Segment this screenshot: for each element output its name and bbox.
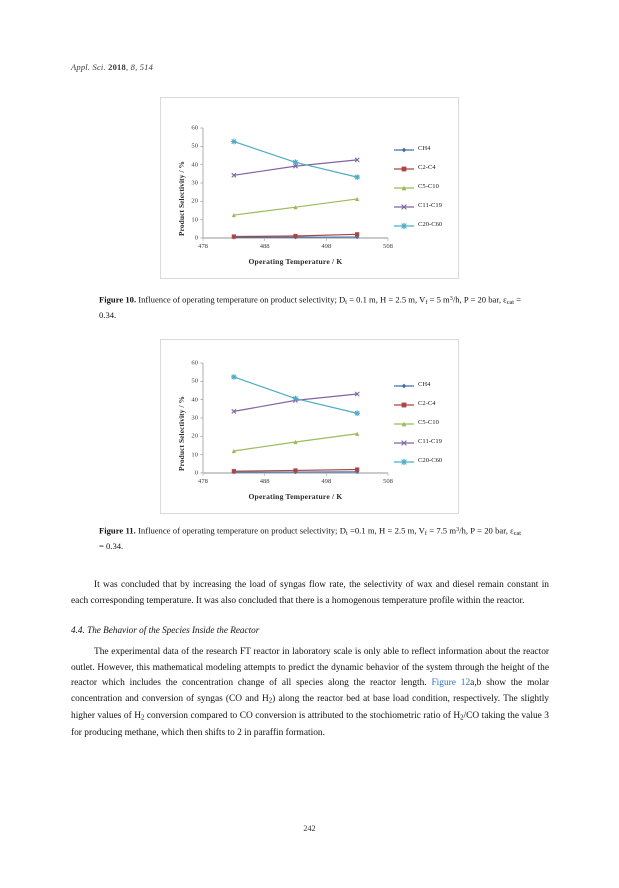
- figure-11-caption: [99, 523, 521, 554]
- section-heading-4-4: 4.4. The Behavior of the Species Inside the Reactor: [71, 625, 260, 635]
- figure-11-caption-eps: ε: [510, 525, 514, 536]
- chart-x-tick-label: 488: [259, 478, 270, 485]
- chart-10-x-axis-title: Operating Temperature / K: [248, 257, 343, 266]
- figure-10-caption-t3: = 5 m: [427, 294, 450, 305]
- chart-10-plot: [191, 124, 393, 250]
- figure-11-caption-t6: = 0.34.: [99, 541, 124, 552]
- chart-y-tick-label: 60: [191, 359, 198, 367]
- figure-11-caption-sup1: 3: [456, 526, 460, 533]
- legend-item[interactable]: [393, 216, 442, 235]
- page-number: 242: [303, 824, 316, 833]
- chart-y-tick-label: 40: [191, 161, 198, 169]
- figure-11-caption-t4: = 7.5 m: [426, 525, 457, 536]
- figure-10-caption-t1: Influence of operating temperature on product selectivity; D: [136, 294, 346, 305]
- chart-x-tick-label: 498: [321, 243, 332, 250]
- figure-10-caption: [99, 292, 521, 323]
- chart-10-legend: [393, 140, 442, 235]
- legend-marker-icon: [393, 400, 415, 410]
- para2-sub1: 2: [268, 697, 273, 705]
- figure-11-caption-s1: t: [345, 529, 348, 537]
- para2-sub3: 2: [460, 714, 464, 722]
- para2-part1: The experimental data of the research FT reactor in laboratory scale is only able to reflect information about the reactor outlet. However, this mathematical modeling attempts to predict the dynamic behavior of the system through the height of the reactor which includes the concentration change of all species along the reactor length.: [71, 647, 549, 689]
- chart-x-tick-label: 488: [259, 243, 270, 250]
- figure-10-caption-t6: = 0.34.: [99, 294, 522, 321]
- chart-area-10: [161, 98, 458, 278]
- legend-marker-icon: [393, 221, 415, 231]
- legend-label: C2-C4: [418, 400, 436, 408]
- legend-label: C11-C19: [418, 438, 442, 446]
- running-head-volume: , 8, 514: [125, 62, 154, 72]
- figure-11-caption-t3: V: [418, 525, 425, 536]
- chart-y-tick-label: 0: [194, 469, 198, 477]
- legend-item[interactable]: [393, 452, 442, 471]
- figure-11-caption-s3: cat: [513, 529, 521, 537]
- chart-x-tick-label: 498: [321, 478, 332, 485]
- figure-10-caption-label: Figure 10.: [99, 294, 137, 305]
- figure-12-crossref-link[interactable]: Figure 12: [431, 678, 471, 689]
- legend-label: C5-C10: [418, 183, 439, 191]
- legend-marker-icon: [393, 419, 415, 429]
- chart-x-tick-label: 508: [383, 478, 393, 485]
- legend-marker-icon: [393, 164, 415, 174]
- chart-y-tick-label: 50: [191, 377, 198, 385]
- figure-11-caption-s2: f: [424, 529, 427, 537]
- figure-11-chart: [160, 339, 459, 514]
- chart-y-tick-label: 30: [191, 179, 198, 187]
- chart-y-tick-label: 40: [191, 396, 198, 404]
- figure-11-caption-t5: /h, P = 20 bar,: [459, 525, 511, 536]
- chart-area-11: [161, 340, 458, 513]
- figure-10-caption-t4: /h,: [452, 294, 462, 305]
- running-head-journal: Appl. Sci.: [71, 62, 106, 72]
- legend-label: C5-C10: [418, 419, 439, 427]
- figure-10-caption-t5: P = 20 bar,: [463, 294, 504, 305]
- chart-11-y-axis-title: Product Selectivity / %: [177, 395, 186, 471]
- para2-part5: /CO taking the value 3 for producing methane, which then shifts to 2 in paraffin formation.: [71, 710, 549, 738]
- chart-x-tick-label: 478: [198, 243, 208, 250]
- legend-item[interactable]: [393, 178, 442, 197]
- body-paragraph-2: [71, 645, 549, 742]
- chart-10-y-axis-title: Product Selectivity / %: [177, 160, 186, 236]
- legend-item[interactable]: [393, 395, 442, 414]
- legend-marker-icon: [393, 183, 415, 193]
- chart-x-tick-label: 478: [198, 478, 208, 485]
- legend-label: CH4: [418, 381, 431, 389]
- chart-y-tick-label: 60: [191, 124, 198, 132]
- legend-label: C20-C60: [418, 457, 443, 465]
- chart-x-tick-label: 508: [383, 243, 393, 250]
- legend-item[interactable]: [393, 414, 442, 433]
- chart-y-tick-label: 10: [191, 451, 198, 459]
- para2-part4: conversion compared to CO conversion is attributed to the stochiometric ratio of H: [144, 710, 461, 721]
- figure-10-caption-s3: cat: [506, 298, 514, 306]
- legend-item[interactable]: [393, 140, 442, 159]
- chart-y-tick-label: 10: [191, 216, 198, 224]
- legend-label: C2-C4: [418, 164, 436, 172]
- legend-marker-icon: [393, 381, 415, 391]
- legend-marker-icon: [393, 202, 415, 212]
- legend-label: C11-C19: [418, 202, 442, 210]
- chart-y-tick-label: 50: [191, 142, 198, 150]
- body-paragraph-1: It was concluded that by increasing the load of syngas flow rate, the selectivity of wax and diesel remain constant in each corresponding temperature. It was also concluded that there is a homogenous temperature profile within the reactor.: [71, 580, 549, 606]
- legend-item[interactable]: [393, 376, 442, 395]
- figure-10-chart: [160, 97, 459, 279]
- running-head: [71, 62, 153, 72]
- chart-y-tick-label: 20: [191, 432, 198, 440]
- chart-y-tick-label: 0: [194, 234, 198, 242]
- figure-10-caption-t2: = 0.1 m, H = 2.5 m, V: [346, 294, 426, 305]
- legend-item[interactable]: [393, 197, 442, 216]
- chart-11-plot: [191, 359, 393, 485]
- figure-10-caption-sup1: 3: [449, 295, 453, 302]
- legend-item[interactable]: [393, 433, 442, 452]
- legend-label: CH4: [418, 145, 431, 153]
- figure-11-caption-t2: =0.1 m, H = 2.5 m,: [347, 525, 417, 536]
- para2-sub2: 2: [140, 714, 145, 722]
- para2-part2: a,b show the molar concentration and conversion of syngas (CO and H: [71, 678, 549, 704]
- figure-11-caption-t1: Influence of operating temperature on product selectivity; D: [135, 525, 346, 536]
- chart-11-legend: [393, 376, 442, 471]
- legend-marker-icon: [393, 145, 415, 155]
- chart-y-tick-label: 20: [191, 197, 198, 205]
- running-head-year: 2018: [108, 62, 126, 72]
- legend-label: C20-C60: [418, 221, 443, 229]
- chart-y-tick-label: 30: [191, 414, 198, 422]
- chart-10-svg: [203, 128, 388, 238]
- chart-11-svg: [203, 363, 388, 473]
- chart-11-x-axis-title: Operating Temperature / K: [248, 492, 343, 501]
- figure-10-caption-s2: f: [425, 298, 428, 306]
- figure-10-caption-eps: ε: [503, 294, 507, 305]
- legend-marker-icon: [393, 438, 415, 448]
- legend-marker-icon: [393, 457, 415, 467]
- figure-10-caption-s1: t: [345, 298, 347, 306]
- para2-part3: ) along the reactor bed at base load condition, respectively. The slightly higher values of H: [71, 693, 549, 721]
- figure-11-caption-label: Figure 11.: [99, 525, 136, 536]
- legend-item[interactable]: [393, 159, 442, 178]
